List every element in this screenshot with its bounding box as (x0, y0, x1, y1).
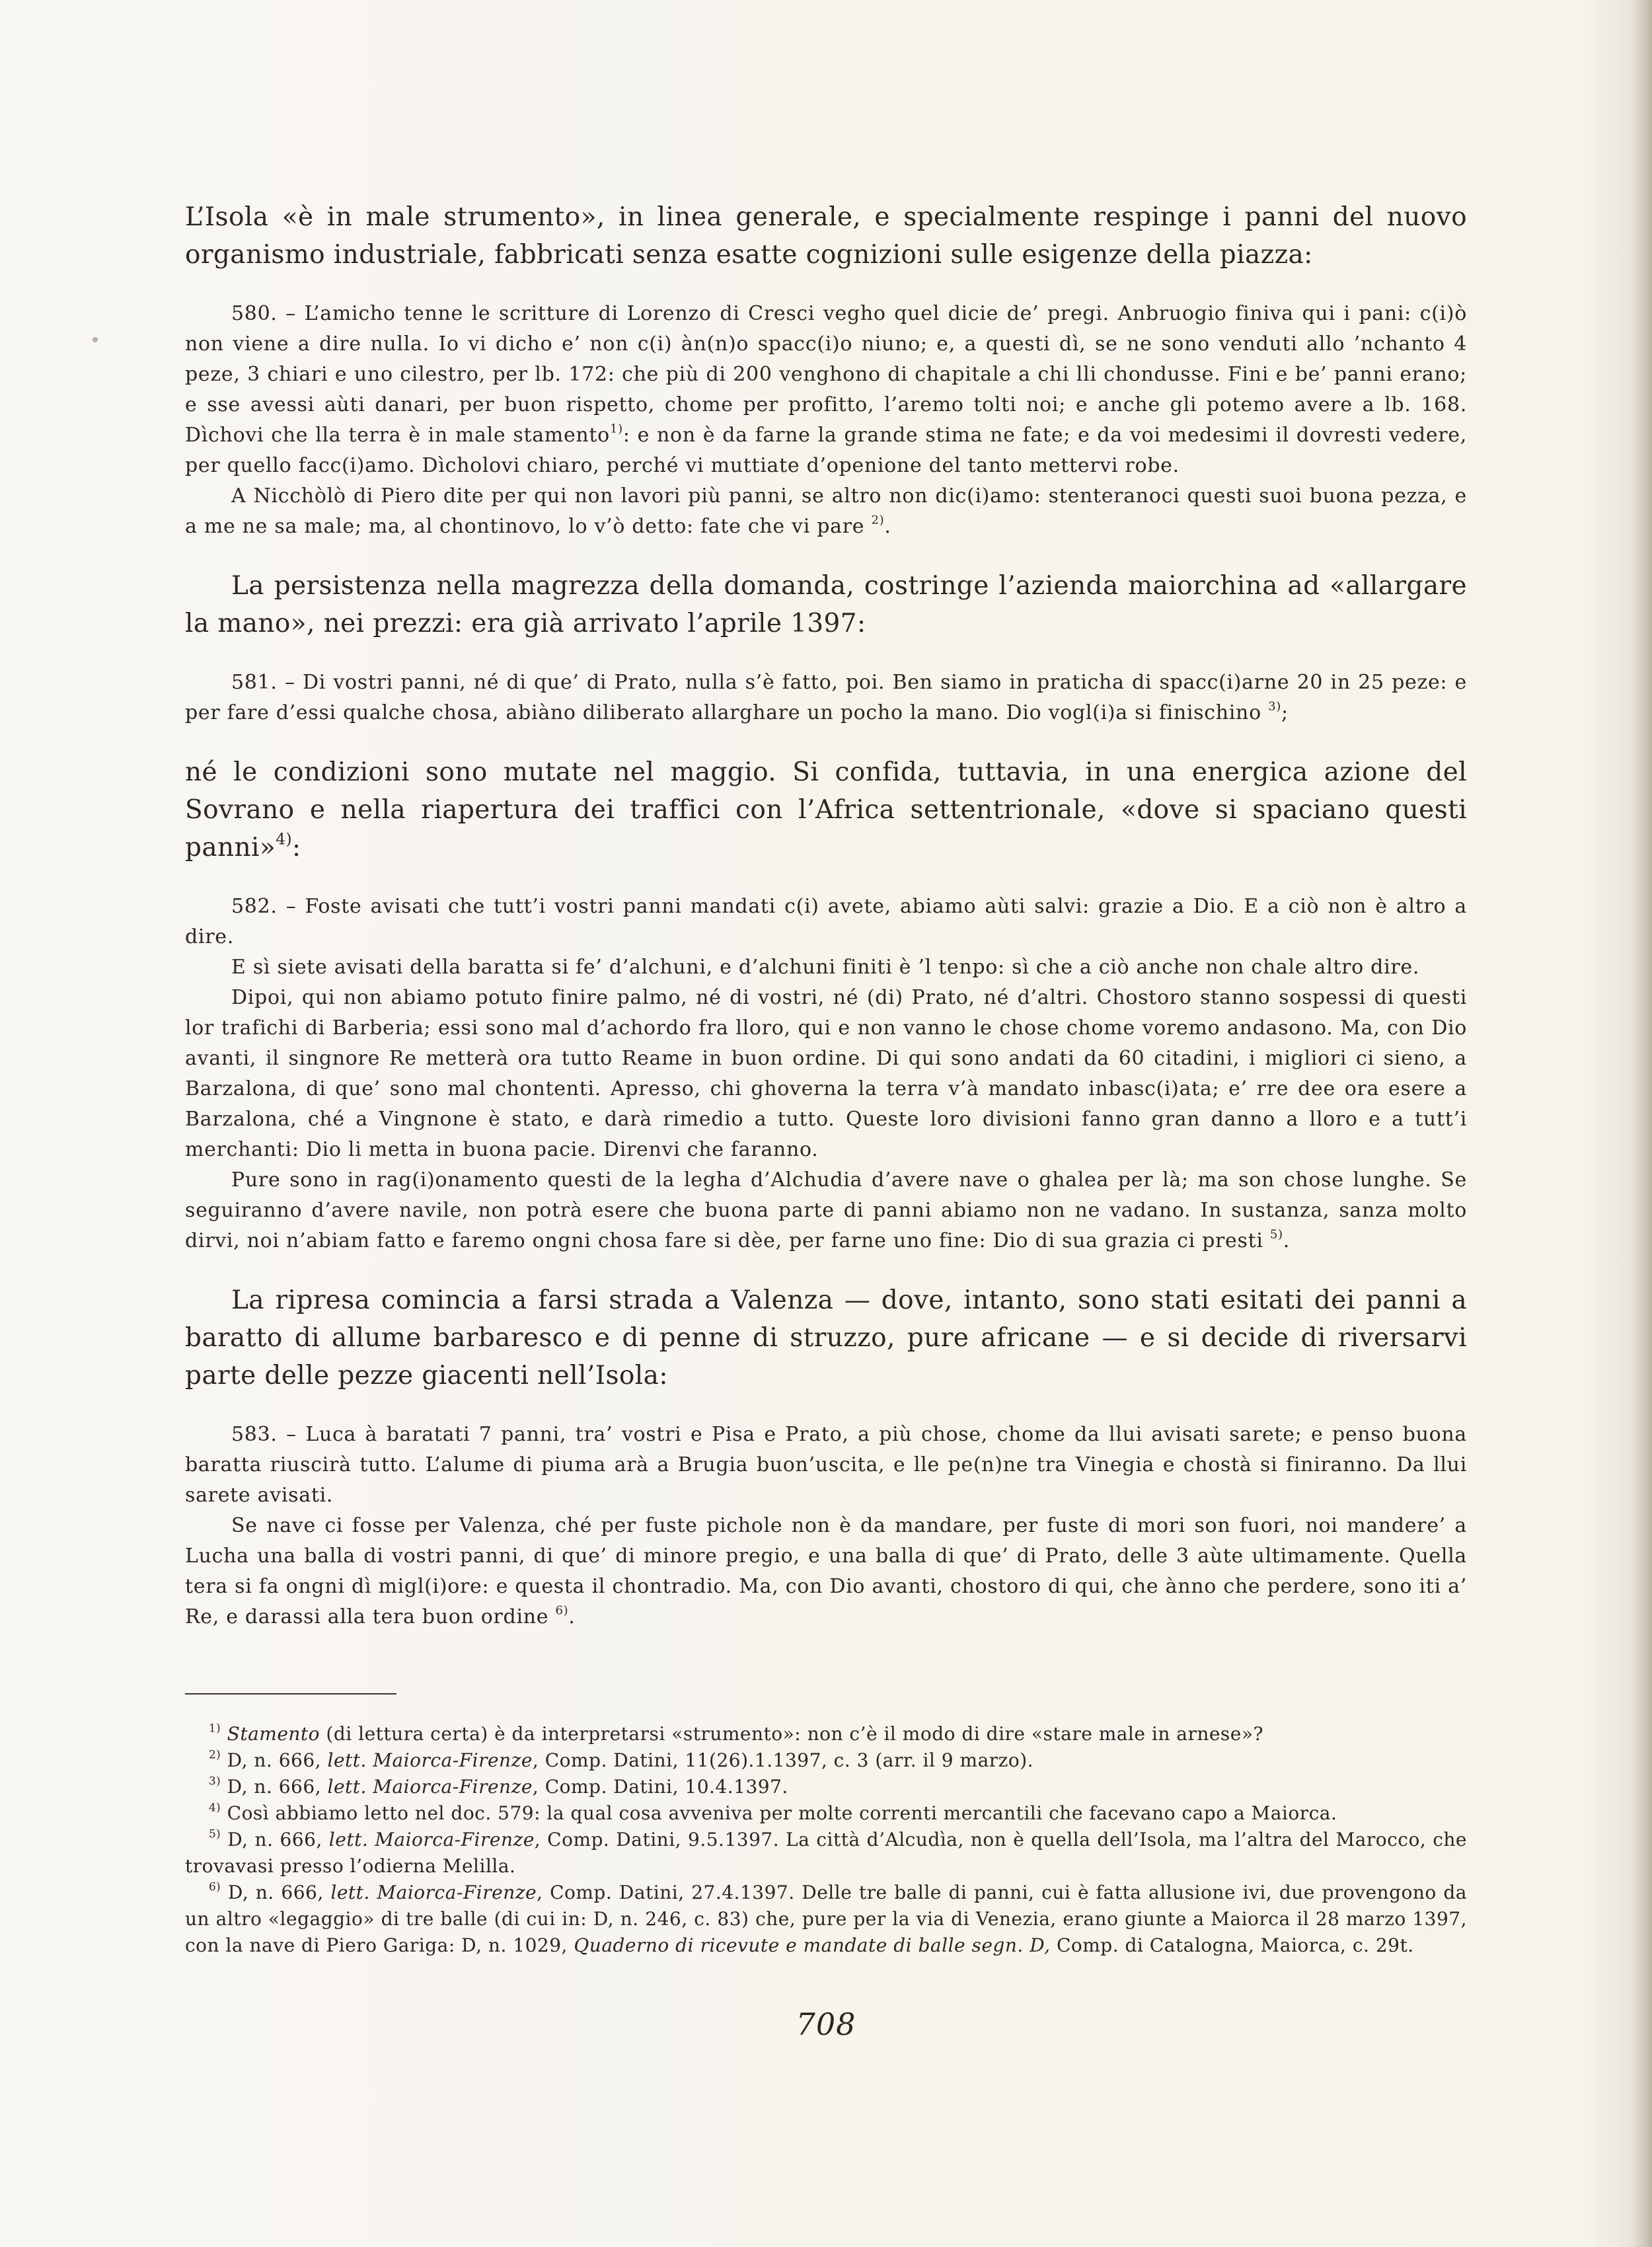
doc-text: Se nave ci fosse per Valenza, ché per fuste pichole non è da mandare, per fuste di mori son fuori, noi mandere’ a Lucha una balla di vostri panni, di que’ di minore pregio, e una balla di que’ di Prato, delle 3 aùte ultimamente. Quella tera si fa ongni dì migl(i)ore: e questa il chontradio. Ma, con Dio avanti, chostoro di qui, che ànno che perdere, sono iti a’ Re, e darassi alla tera buon ordine (185, 1514, 1467, 1628)
footnote-text: D, n. 666, (227, 1829, 329, 1850)
doc-number: 583. (231, 1423, 278, 1446)
intro-paragraph-3 (185, 753, 1467, 866)
footnote-ref: 5) (1269, 1227, 1283, 1242)
intro-paragraph-4 (185, 1281, 1467, 1394)
doc-number: 582. (231, 895, 278, 918)
doc-text: : e non è da farne la grande stima ne fate; e da voi medesimi il dovresti vedere, per quello facc(i)amo. Dìcholovi chiaro, perché vi muttiate d’openione del tanto mettervi robe. (185, 424, 1467, 477)
footnote-italic: lett. Maiorca-Firenze (330, 1882, 537, 1903)
doc-text: – Foste avisati che tutt’i vostri panni mandati c(i) avete, abiamo aùti salvi: grazie a Dio. E a ciò non è altro a dire. (185, 895, 1467, 948)
footnote-divider (185, 1693, 396, 1695)
footnote-mark: 1) (209, 1721, 221, 1735)
doc-text: . (884, 515, 891, 538)
doc-number: 581. (231, 671, 278, 694)
footnote-text: , Comp. Datini, 27.4.1397. Delle tre balle di panni, cui è fatta allusione ivi, due provengono da un altro «legaggio» di tre balle (di cui in: D, n. 246, c. 83) che, pure per la via di Venezia, erano giunte a Maiorca il 28 marzo 1397, con la nave di Piero Gariga: D, n. 1029, (185, 1882, 1468, 1956)
paper-speck (93, 337, 98, 342)
footnote-mark: 6) (209, 1880, 221, 1893)
footnote-text: D, n. 666, (227, 1749, 328, 1771)
footnote-text: , Comp. Datini, 11(26).1.1397, c. 3 (arr. il 9 marzo). (532, 1749, 1034, 1771)
footnote-mark: 4) (209, 1800, 221, 1814)
intro-text: La ripresa comincia a farsi strada a Valenza — dove, intanto, sono stati esitati dei panni a baratto di allume barbaresco e di penne di struzzo, pure africane — e si decide di riversarvi parte delle pezze giacenti nell’Isola: (185, 1285, 1467, 1390)
footnote-text: (di lettura certa) è da interpretarsi «strumento»: non c’è il modo di dire «stare male in arnese»? (320, 1723, 1264, 1745)
document-580-continued (185, 481, 1467, 542)
footnote-mark: 5) (209, 1827, 221, 1841)
footnote-ref: 4) (276, 829, 292, 849)
intro-paragraph-2 (185, 567, 1467, 642)
footnote-2 (185, 1747, 1467, 1774)
footnote-text: D, n. 666, (227, 1882, 331, 1903)
document-582-continued (185, 983, 1467, 1165)
footnote-1 (185, 1721, 1467, 1747)
document-582 (185, 892, 1467, 952)
footnote-italic: lett. Maiorca-Firenze (327, 1776, 533, 1798)
footnote-mark: 2) (209, 1747, 221, 1761)
doc-text: E sì siete avisati della baratta si fe’ d’alchuni, e d’alchuni finiti è ’l tenpo: sì che a ciò anche non chale altro dire. (231, 956, 1420, 979)
intro-text: L’Isola «è in male strumento», in linea generale, e specialmente respinge i panni del nuovo organismo industriale, fabbricati senza esatte cognizioni sulle esigenze della piazza: (185, 202, 1467, 270)
page-edge-shadow (1633, 0, 1652, 2247)
doc-text: ; (1281, 701, 1289, 724)
intro-paragraph-1 (185, 198, 1467, 274)
doc-text: . (568, 1605, 576, 1628)
footnote-5 (185, 1827, 1467, 1880)
doc-number: 580. (231, 302, 278, 325)
footnote-ref: 1) (609, 422, 623, 436)
footnote-ref: 3) (1268, 699, 1281, 714)
intro-text: : (292, 833, 301, 862)
footnote-italic: Stamento (227, 1723, 320, 1745)
footnote-italic: Quaderno di ricevute e mandate di balle segn. D, (574, 1934, 1051, 1956)
doc-text: – L’amicho tenne le scritture di Lorenzo di Cresci vegho quel dicie de’ pregi. Anbruogio finiva qui i pani: c(i)ò non viene a dire nulla. Io vi dicho e’ non c(i) àn(n)o spacc(i)o niuno; e, a questi dì, se ne sono venduti allo ’nchanto 4 peze, 3 chiari e uno cilestro, per lb. 172: che più di 200 venghono di chapitale a chi lli chondusse. Fini e be’ panni erano; e sse avessi aùti danari, per buon rispetto, chome per profitto, l’aremo tolti noi; e anche gli potemo avere a lb. 168. Dìchovi che lla terra è in male stamento (185, 302, 1467, 447)
footnote-mark: 3) (209, 1774, 221, 1788)
footnote-text: D, n. 666, (227, 1776, 328, 1798)
document-580 (185, 299, 1467, 481)
page-number: 708 (796, 2006, 856, 2042)
footnote-italic: lett. Maiorca-Firenze (327, 1749, 533, 1771)
footnote-text: Così abbiamo letto nel doc. 579: la qual cosa avveniva per molte correnti mercantili che facevano capo a Maiorca. (227, 1802, 1337, 1824)
intro-text: né le condizioni sono mutate nel maggio. Si confida, tuttavia, in una energica azione del Sovrano e nella riapertura dei traffici con l’Africa settentrionale, «dove si spaciano questi panni» (185, 757, 1467, 862)
footnote-4 (185, 1800, 1467, 1827)
document-582-continued (185, 952, 1467, 983)
footnote-italic: lett. Maiorca-Firenze (328, 1829, 535, 1850)
doc-text: – Di vostri panni, né di que’ di Prato, nulla s’è fatto, poi. Ben siamo in praticha di spacc(i)arne 20 in 25 peze: e per fare d’essi qualche chosa, abiàno diliberato allarghare un pocho la mano. Dio vogl(i)a si finischino (185, 671, 1467, 724)
footnote-6 (185, 1880, 1467, 1959)
document-583 (185, 1420, 1467, 1511)
footnote-3 (185, 1774, 1467, 1800)
footnote-ref: 6) (555, 1603, 569, 1618)
footnote-text: Comp. di Catalogna, Maiorca, c. 29t. (1050, 1934, 1414, 1956)
document-582-continued (185, 1165, 1467, 1256)
footnote-ref: 2) (871, 513, 885, 527)
footnote-text: , Comp. Datini, 9.5.1397. La città d’Alcudìa, non è quella dell’Isola, ma l’altra del Marocco, che trovavasi presso l’odierna Melilla. (185, 1829, 1467, 1877)
intro-text: La persistenza nella magrezza della domanda, costringe l’azienda maiorchina ad «allargare la mano», nei prezzi: era già arrivato l’aprile 1397: (185, 571, 1467, 638)
doc-text: Pure sono in rag(i)onamento questi de la legha d’Alchudia d’avere nave o ghalea per là; ma son chose lunghe. Se seguiranno d’avere navile, non potrà esere che buona parte di panni abiamo non ne vadano. In sustanza, sanza molto dirvi, noi n’abiam fatto e faremo ongni chosa fare si dèe, per farne uno fine: Dio di sua grazia ci presti (185, 1168, 1467, 1252)
doc-text: . (1283, 1229, 1291, 1252)
document-583-continued (185, 1511, 1467, 1632)
doc-text: Dipoi, qui non abiamo potuto finire palmo, né di vostri, né (di) Prato, né d’altri. Chostoro stanno sospessi di questi lor trafichi di Barberia; essi sono mal d’achordo fra lloro, qui e non vanno le chose chome voremo andasono. Ma, con Dio avanti, il singnore Re metterà ora tutto Reame in buon ordine. Di qui sono andati da 60 citadini, i migliori ci sieno, a Barzalona, di que’ sono mal chontenti. Apresso, chi ghoverna la terra v’à mandato inbasc(i)ata; e’ rre dee ora esere a Barzalona, ché a Vingnone è stato, e darà rimedio a tutto. Queste loro divisioni fanno gran danno a lloro e a tutt’i merchanti: Dio li metta in buona pacie. Direnvi che faranno. (185, 986, 1467, 1161)
document-581 (185, 667, 1467, 728)
footnote-text: , Comp. Datini, 10.4.1397. (532, 1776, 788, 1798)
doc-text: A Nicchòlò di Piero dite per qui non lavori più panni, se altro non dic(i)amo: stenteranoci questi suoi buona pezza, e a me ne sa male; ma, al chontinovo, lo v’ò detto: fate che vi pare (185, 484, 1467, 538)
doc-text: – Luca à baratati 7 panni, tra’ vostri e Pisa e Prato, a più chose, chome da llui avisati sarete; e penso buona baratta riuscirà tutto. L’alume di piuma arà a Brugia buon’uscita, e lle pe(n)ne tra Vinegia e chostà si finiranno. Da llui sarete avisati. (185, 1423, 1467, 1507)
page-body (185, 198, 1467, 1959)
